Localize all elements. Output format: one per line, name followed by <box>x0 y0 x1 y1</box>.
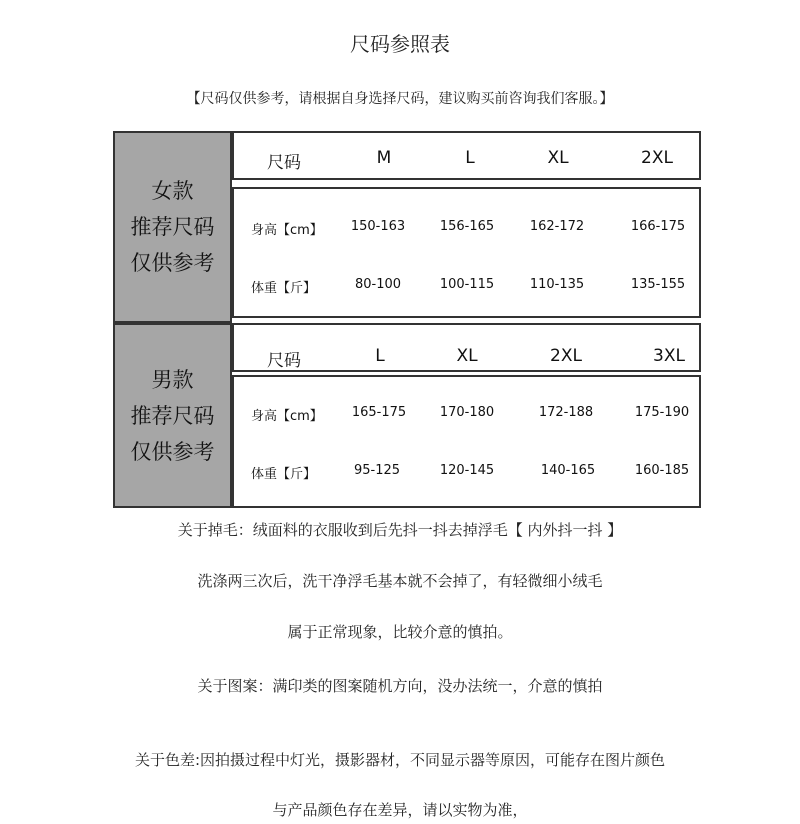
note-pattern: 关于图案：满印类的图案随机方向，没办法统一，介意的慎拍 <box>197 677 603 695</box>
women-data-box <box>232 187 701 318</box>
men-data-box <box>232 375 701 508</box>
women-header-col-3: XL <box>547 148 569 168</box>
women-header-col-4: 2XL <box>641 148 673 168</box>
women-weight-1: 80-100 <box>354 277 402 292</box>
men-side-line-1: 男款 <box>151 367 194 392</box>
men-header-row <box>232 323 701 372</box>
men-weight-4: 160-185 <box>634 463 690 478</box>
note-washing: 洗涤两三次后，洗干净浮毛基本就不会掉了，有轻微细小绒毛 <box>197 572 603 590</box>
women-height-2: 156-165 <box>439 219 495 234</box>
men-weight-2: 120-145 <box>439 463 495 478</box>
note-normal: 属于正常现象，比较介意的慎拍。 <box>287 623 513 641</box>
women-side-line-2: 推荐尺码 <box>130 215 215 239</box>
men-header-size: 尺码 <box>267 351 301 371</box>
women-header-row <box>232 131 701 180</box>
women-weight-3: 110-135 <box>529 277 585 292</box>
men-header-col-1: L <box>375 346 385 366</box>
men-height-3: 172-188 <box>538 405 594 420</box>
men-height-2: 170-180 <box>439 405 495 420</box>
women-weight-label: 体重【斤】 <box>251 281 317 296</box>
men-side-label <box>113 323 232 508</box>
women-side-line-1: 女款 <box>151 179 194 203</box>
note-shedding: 关于掉毛：绒面料的衣服收到后先抖一抖去掉浮毛【 内外抖一抖 】 <box>177 521 623 539</box>
men-weight-label: 体重【斤】 <box>251 467 317 482</box>
women-header-col-2: L <box>465 148 475 168</box>
men-height-label: 身高【cm】 <box>251 409 323 424</box>
note-color-difference-2: 与产品颜色存在差异，请以实物为准， <box>272 801 528 819</box>
page-subtitle: 【尺码仅供参考，请根据自身选择尺码，建议购买前咨询我们客服。】 <box>186 91 614 107</box>
men-side-line-3: 仅供参考 <box>130 439 215 464</box>
women-height-label: 身高【cm】 <box>251 223 323 238</box>
women-header-size: 尺码 <box>267 153 301 173</box>
men-weight-3: 140-165 <box>540 463 596 478</box>
men-header-col-3: 2XL <box>550 346 582 366</box>
men-weight-1: 95-125 <box>353 463 401 478</box>
women-weight-4: 135-155 <box>630 277 686 292</box>
women-header-col-1: M <box>376 148 392 168</box>
men-header-col-2: XL <box>456 346 478 366</box>
women-side-line-3: 仅供参考 <box>130 251 215 275</box>
page-title: 尺码参照表 <box>350 32 450 56</box>
women-height-3: 162-172 <box>529 219 585 234</box>
men-side-line-2: 推荐尺码 <box>130 403 215 428</box>
men-height-1: 165-175 <box>351 405 407 420</box>
note-color-difference: 关于色差:因拍摄过程中灯光，摄影器材，不同显示器等原因，可能存在图片颜色 <box>134 751 666 769</box>
men-header-col-4: 3XL <box>653 346 685 366</box>
men-height-4: 175-190 <box>634 405 690 420</box>
women-side-label <box>113 131 232 323</box>
women-weight-2: 100-115 <box>439 277 495 292</box>
women-height-4: 166-175 <box>630 219 686 234</box>
women-height-1: 150-163 <box>350 219 406 234</box>
